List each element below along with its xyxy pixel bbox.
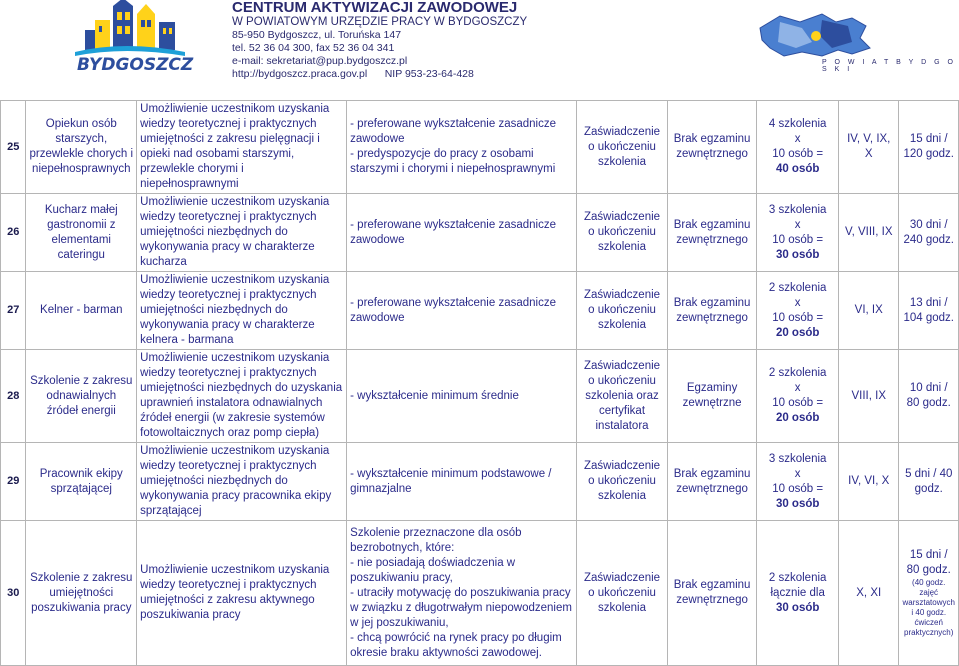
- course-goal: Umożliwienie uczestnikom uzyskania wiedzy teoretycznej i praktycznych umiejętności niezbędnych do wykonywania pracy pracownika ekipy sprzątającej: [137, 443, 347, 521]
- group-count-line: x: [794, 296, 801, 309]
- certificate: Zaświadczenie o ukończeniu szkolenia: [577, 521, 668, 666]
- group-count-line: 40 osób: [775, 163, 820, 175]
- svg-text:BYDGOSZCZ: BYDGOSZCZ: [77, 55, 194, 75]
- org-title: CENTRUM AKTYWIZACJI ZAWODOWEJ: [232, 0, 518, 16]
- certificate: Zaświadczenie o ukończeniu szkolenia: [577, 272, 668, 350]
- months: X, XI: [839, 521, 899, 666]
- group-count-line: 4 szkolenia: [768, 118, 827, 130]
- table-row: [1, 272, 959, 350]
- group-count-line: 2 szkolenia: [768, 281, 827, 294]
- course-requirements: - preferowane wykształcenie zasadnicze zawodowe: [347, 194, 577, 272]
- months: VI, IX: [839, 272, 899, 350]
- certificate: Zaświadczenie o ukończeniu szkolenia: [577, 443, 668, 521]
- group-count-line: 3 szkolenia: [768, 452, 827, 465]
- row-number: 25: [1, 101, 26, 194]
- group-count-line: 2 szkolenia: [768, 367, 827, 379]
- group-count: [757, 194, 839, 272]
- powiat-caption: P O W I A T B Y D G O S K I: [822, 59, 956, 73]
- row-number: 27: [1, 272, 26, 350]
- duration: [899, 521, 959, 666]
- duration: [899, 101, 959, 194]
- group-count-line: 20 osób: [775, 412, 820, 424]
- certificate: Zaświadczenie o ukończeniu szkolenia oraz certyfikat instalatora: [577, 350, 668, 443]
- exam-info: Brak egzaminu zewnętrznego: [667, 194, 756, 272]
- exam-info: Brak egzaminu zewnętrznego: [667, 521, 756, 666]
- course-requirements: - preferowane wykształcenie zasadnicze zawodowe - predyspozycje do pracy z osobami starszymi i chorymi i niepełnosprawnymi: [347, 101, 577, 194]
- course-name: Kucharz małej gastronomii z elementami cateringu: [26, 194, 137, 272]
- duration-value: 15 dni / 120 godz.: [903, 133, 954, 160]
- course-name: Szkolenie z zakresu umiejętności poszukiwania pracy: [26, 521, 137, 666]
- months: V, VIII, IX: [839, 194, 899, 272]
- group-count-line: x: [794, 218, 801, 231]
- course-name: Kelner - barman: [26, 272, 137, 350]
- duration: [899, 272, 959, 350]
- group-count-line: 10 osób =: [772, 311, 824, 324]
- group-count: [757, 101, 839, 194]
- group-count-line: łącznie dla: [770, 586, 825, 599]
- duration-value: 5 dni / 40 godz.: [905, 467, 953, 495]
- phone: tel. 52 36 04 300, fax 52 36 04 341: [232, 42, 395, 54]
- group-count: [757, 443, 839, 521]
- row-number: 26: [1, 194, 26, 272]
- group-count-line: 10 osób =: [772, 482, 824, 495]
- table-row: [1, 443, 959, 521]
- row-number: 28: [1, 350, 26, 443]
- months: IV, VI, X: [839, 443, 899, 521]
- exam-info: Egzaminy zewnętrzne: [667, 350, 756, 443]
- months: VIII, IX: [839, 350, 899, 443]
- certificate: Zaświadczenie o ukończeniu szkolenia: [577, 194, 668, 272]
- group-count: [757, 521, 839, 666]
- duration-value: 10 dni / 80 godz.: [906, 382, 951, 409]
- months: IV, V, IX, X: [839, 101, 899, 194]
- course-requirements: - preferowane wykształcenie zasadnicze zawodowe: [347, 272, 577, 350]
- row-number: 29: [1, 443, 26, 521]
- course-name: Szkolenie z zakresu odnawialnych źródeł energii: [26, 350, 137, 443]
- group-count: [757, 350, 839, 443]
- letterhead: [0, 0, 959, 85]
- exam-info: Brak egzaminu zewnętrznego: [667, 272, 756, 350]
- course-requirements: - wykształcenie minimum średnie: [347, 350, 577, 443]
- certificate: Zaświadczenie o ukończeniu szkolenia: [577, 101, 668, 194]
- email: e-mail: sekretariat@pup.bydgoszcz.pl: [232, 55, 408, 67]
- group-count-line: 10 osób =: [772, 233, 824, 246]
- group-count-line: 20 osób: [775, 326, 820, 339]
- training-table: [0, 100, 959, 666]
- duration: [899, 443, 959, 521]
- web-nip: http://bydgoszcz.praca.gov.pl NIP 953-23-64-428: [232, 68, 474, 80]
- group-count-line: 30 osób: [775, 497, 820, 510]
- group-count-line: x: [794, 382, 801, 394]
- duration-note: (40 godz. zajęć warsztatowych i 40 godz. ćwiczeń praktycznych): [902, 578, 955, 637]
- group-count-line: 10 osób =: [772, 148, 824, 160]
- table-row: [1, 350, 959, 443]
- course-requirements: Szkolenie przeznaczone dla osób bezrobotnych, które: - nie posiadają doświadczenia w poszukiwaniu pracy, - utraciły motywację do poszukiwania pracy w związku z długotrwałym niepowodzeniem w jej poszukiwaniu, - chcą powrócić na rynek pracy po długim okresie braku aktywności zawodowej.: [347, 521, 577, 666]
- duration: [899, 350, 959, 443]
- group-count-line: 10 osób =: [772, 397, 824, 409]
- duration-value: 30 dni / 240 godz.: [903, 218, 954, 246]
- row-number: 30: [1, 521, 26, 666]
- duration-value: 13 dni / 104 godz.: [903, 296, 954, 324]
- duration-value: 15 dni / 80 godz.: [906, 549, 951, 576]
- course-goal: Umożliwienie uczestnikom uzyskania wiedzy teoretycznej i praktycznych umiejętności niezbędnych do wykonywania pracy w charakterze kucharza: [137, 194, 347, 272]
- course-name: Opiekun osób starszych, przewlekle chorych i niepełnosprawnych: [26, 101, 137, 194]
- course-goal: Umożliwienie uczestnikom uzyskania wiedzy teoretycznej i praktycznych umiejętności z zakresu pielęgnacji i opieki nad osobami starszymi, przewlekle chorymi i niepełnosprawnymi: [137, 101, 347, 194]
- course-goal: Umożliwienie uczestnikom uzyskania wiedzy teoretycznej i praktycznych umiejętności niezbędnych do wykonywania pracy w charakterze kelnera - barmana: [137, 272, 347, 350]
- group-count-line: 30 osób: [775, 248, 820, 261]
- exam-info: Brak egzaminu zewnętrznego: [667, 443, 756, 521]
- course-goal: Umożliwienie uczestnikom uzyskania wiedzy teoretycznej i praktycznych umiejętności niezbędnych do uzyskania uprawnień instalatora odnawialnych źródeł energii (w zakresie systemów fotowoltaicznych oraz pomp ciepła): [137, 350, 347, 443]
- table-row: [1, 194, 959, 272]
- course-goal: Umożliwienie uczestnikom uzyskania wiedzy teoretycznej i praktycznych umiejętności z zakresu aktywnego poszukiwania pracy: [137, 521, 347, 666]
- table-row: [1, 101, 959, 194]
- address-block: [232, 0, 527, 81]
- group-count-line: 2 szkolenia: [768, 571, 827, 584]
- bydgoszcz-logo: [55, 0, 205, 80]
- table-row: [1, 521, 959, 666]
- group-count-line: 3 szkolenia: [768, 203, 827, 216]
- address: 85-950 Bydgoszcz, ul. Toruńska 147: [232, 29, 402, 41]
- duration: [899, 194, 959, 272]
- group-count-line: x: [794, 133, 801, 145]
- group-count: [757, 272, 839, 350]
- exam-info: Brak egzaminu zewnętrznego: [667, 101, 756, 194]
- org-subtitle: W POWIATOWYM URZĘDZIE PRACY W BYDGOSZCZY: [232, 16, 528, 28]
- course-requirements: - wykształcenie minimum podstawowe / gimnazjalne: [347, 443, 577, 521]
- group-count-line: 30 osób: [775, 601, 820, 614]
- course-name: Pracownik ekipy sprzątającej: [26, 443, 137, 521]
- group-count-line: x: [794, 467, 801, 480]
